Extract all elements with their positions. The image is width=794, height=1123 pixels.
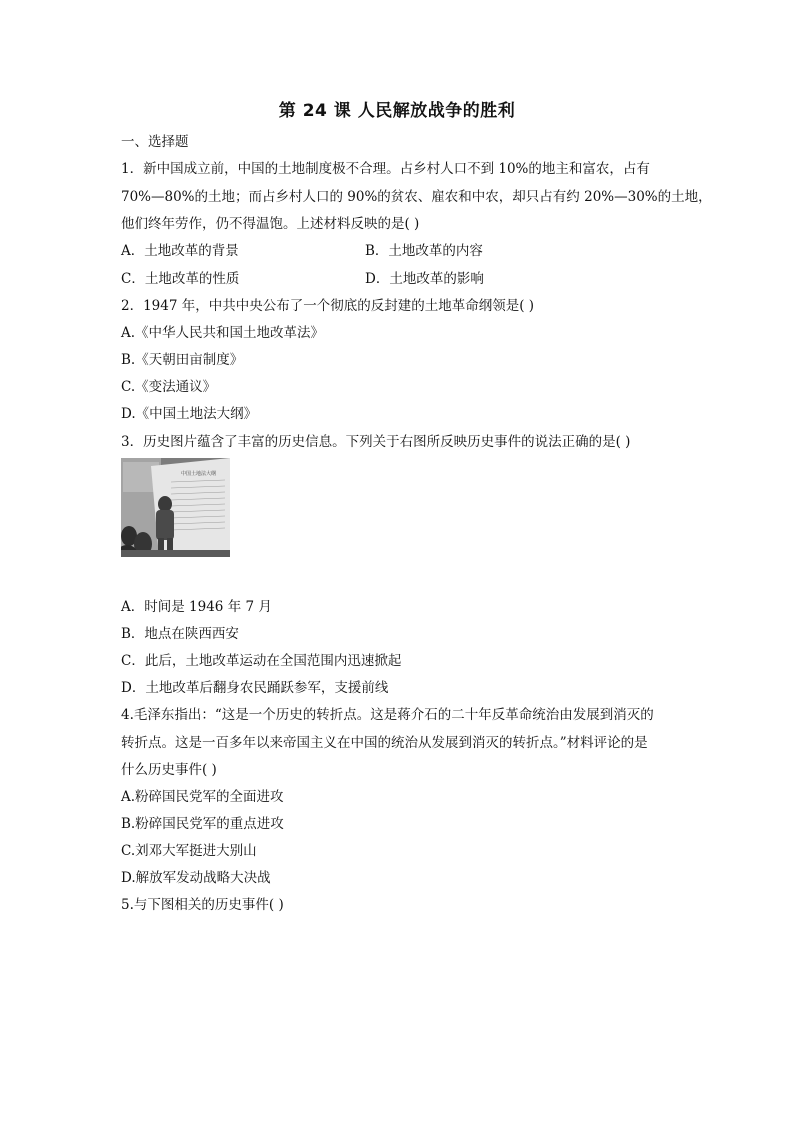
q2-option-d: D.《中国土地法大纲》 — [121, 406, 258, 422]
q3-option-d: D．土地改革后翻身农民踊跃参军，支援前线 — [121, 680, 389, 696]
q3-option-b: B．地点在陕西西安 — [121, 626, 239, 642]
q5-stem: 5.与下图相关的历史事件( ) — [121, 897, 284, 913]
q4-stem-line-2: 转折点。这是一百多年以来帝国主义在中国的统治从发展到消灭的转折点。”材料评论的是 — [121, 735, 648, 751]
q2-option-a: A.《中华人民共和国土地改革法》 — [121, 325, 325, 341]
photo-caption: 中国土地法大纲 — [181, 471, 217, 477]
q2-option-c: C.《变法通议》 — [121, 379, 217, 395]
q4-stem-line-1: 4.毛泽东指出：“这是一个历史的转折点。这是蒋介石的二十年反革命统治由发展到消灭的 — [121, 707, 654, 723]
page-title: 第 24 课 人民解放战争的胜利 — [278, 101, 516, 121]
q4-option-d: D.解放军发动战略大决战 — [121, 870, 271, 886]
q1-option-b: B．土地改革的内容 — [365, 243, 483, 259]
q1-stem-line-1: 1．新中国成立前，中国的土地制度极不合理。占乡村人口不到 10%的地主和富农，占有 — [121, 161, 650, 177]
photo-illustration — [121, 458, 230, 557]
q3-option-a: A．时间是 1946 年 7 月 — [121, 599, 272, 615]
section-heading: 一、选择题 — [121, 134, 189, 150]
historical-photo — [121, 458, 230, 557]
q1-stem-line-3: 他们终年劳作，仍不得温饱。上述材料反映的是( ) — [121, 216, 420, 232]
q1-option-a: A．土地改革的背景 — [121, 243, 239, 259]
q1-option-c: C．土地改革的性质 — [121, 271, 240, 287]
q4-option-a: A.粉碎国民党军的全面进攻 — [121, 789, 284, 805]
q3-stem: 3．历史图片蕴含了丰富的历史信息。下列关于右图所反映历史事件的说法正确的是( ) — [121, 434, 631, 450]
q1-option-d: D．土地改革的影响 — [365, 271, 484, 287]
q2-stem: 2．1947 年，中共中央公布了一个彻底的反封建的土地革命纲领是( ) — [121, 298, 535, 314]
q4-option-c: C.刘邓大军挺进大别山 — [121, 843, 257, 859]
q2-option-b: B.《天朝田亩制度》 — [121, 352, 244, 368]
q3-option-c: C．此后，土地改革运动在全国范围内迅速掀起 — [121, 653, 402, 669]
q4-option-b: B.粉碎国民党军的重点进攻 — [121, 816, 284, 832]
q4-stem-line-3: 什么历史事件( ) — [121, 762, 217, 778]
q1-stem-line-2: 70%—80%的土地；而占乡村人口的 90%的贫农、雇农和中农，却只占有约 20%—30%的土地， — [121, 189, 712, 205]
